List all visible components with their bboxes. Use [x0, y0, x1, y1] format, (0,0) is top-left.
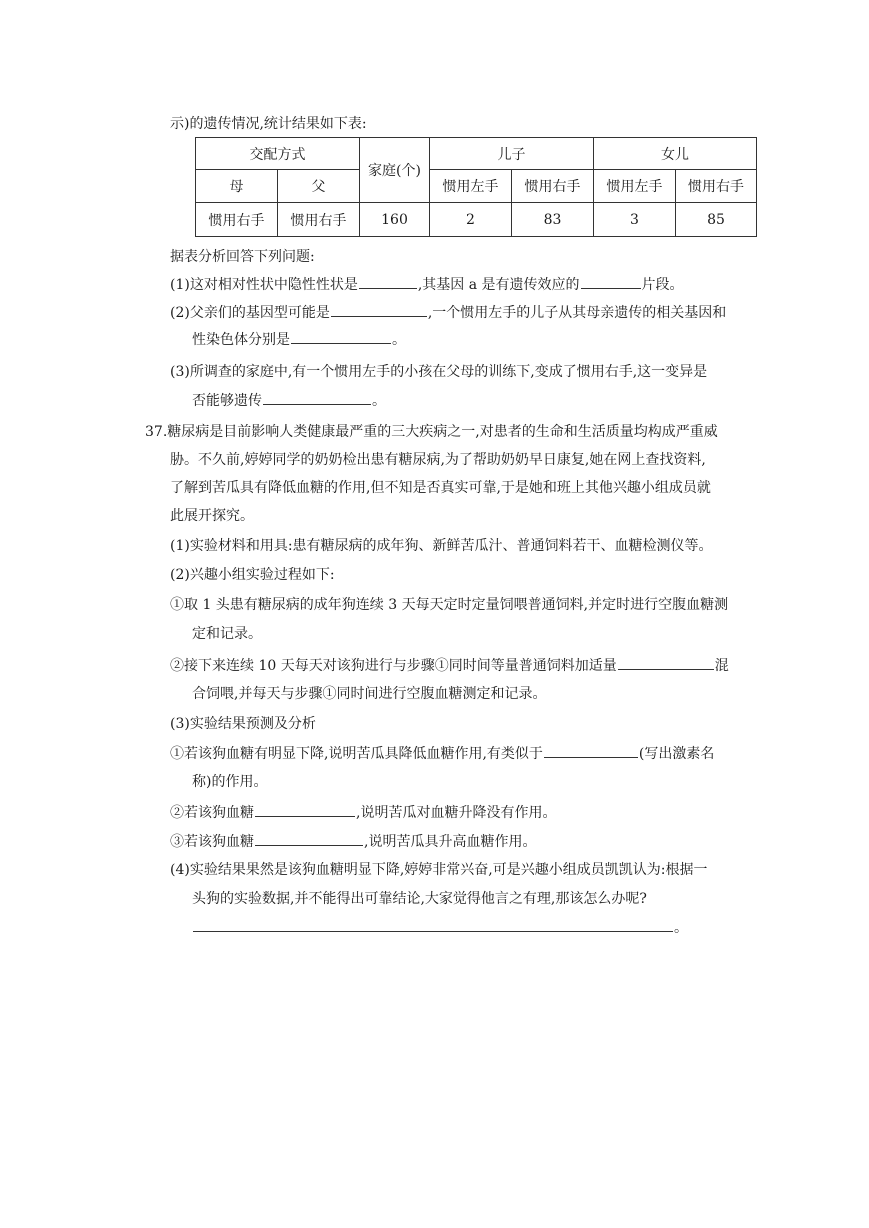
q37-step2-1: ①取 1 头患有糖尿病的成年狗连续 3 天每天定时定量饲喂普通饲料,并定时进行空腹血糖测 — [170, 597, 729, 613]
q37-step4: (4)实验结果果然是该狗血糖明显下降,婷婷非常兴奋,可是兴趣小组成员凯凯认为:根据一 — [170, 862, 708, 878]
answer-blank[interactable] — [581, 274, 641, 289]
q37-step2-1-cont: 定和记录。 — [192, 626, 262, 642]
q37-step3-2: ②若该狗血糖 ,说明苦瓜对血糖升降没有作用。 — [170, 802, 556, 823]
header-daughter-left: 惯用左手 — [594, 170, 676, 203]
header-father: 父 — [278, 170, 360, 203]
cell-son-right: 83 — [512, 203, 594, 237]
answer-blank[interactable] — [618, 655, 714, 670]
q37-step2: (2)兴趣小组实验过程如下: — [170, 567, 335, 583]
q37-step3-3: ③若该狗血糖 ,说明苦瓜具升高血糖作用。 — [170, 831, 536, 852]
cell-son-left: 2 — [430, 203, 512, 237]
q37-line2: 胁。不久前,婷婷同学的奶奶检出患有糖尿病,为了帮助奶奶早日康复,她在网上查找资料, — [170, 452, 706, 468]
answer-blank[interactable] — [359, 274, 417, 289]
answer-blank[interactable] — [544, 743, 638, 758]
q37-step3-1-cont: 称)的作用。 — [192, 774, 268, 790]
q36-part2: (2)父亲们的基因型可能是 ,一个惯用左手的儿子从其母亲遗传的相关基因和 — [170, 302, 726, 323]
cell-father: 惯用右手 — [278, 203, 360, 237]
header-mating: 交配方式 — [196, 138, 360, 170]
header-son-left: 惯用左手 — [430, 170, 512, 203]
header-mother: 母 — [196, 170, 278, 203]
header-families: 家庭(个) — [360, 138, 430, 203]
q37-step3: (3)实验结果预测及分析 — [170, 716, 316, 732]
answer-blank[interactable] — [291, 329, 391, 344]
answer-blank[interactable] — [331, 302, 427, 317]
q36-part3: (3)所调查的家庭中,有一个惯用左手的小孩在父母的训练下,变成了惯用右手,这一变异是 — [170, 364, 708, 380]
intro-line: 示)的遗传情况,统计结果如下表: — [170, 116, 367, 132]
q37-step2-2-cont: 合饲喂,并每天与步骤①同时间进行空腹血糖测定和记录。 — [192, 686, 547, 702]
cell-daughter-right: 85 — [676, 203, 757, 237]
q36-part2-cont: 性染色体分别是 。 — [192, 329, 406, 350]
q36-part1: (1)这对相对性状中隐性性状是 ,其基因 a 是有遗传效应的 片段。 — [170, 274, 684, 295]
answer-blank[interactable] — [193, 917, 673, 932]
q37-step4-answer-line: 。 — [192, 917, 688, 938]
answer-blank[interactable] — [263, 390, 371, 405]
q37-line1: 37.糖尿病是目前影响人类健康最严重的三大疾病之一,对患者的生命和生活质量均构成严重威 — [145, 424, 718, 440]
q37-step1: (1)实验材料和用具:患有糖尿病的成年狗、新鲜苦瓜汁、普通饲料若干、血糖检测仪等。 — [170, 538, 713, 554]
cell-daughter-left: 3 — [594, 203, 676, 237]
header-daughter: 女儿 — [594, 138, 757, 170]
q37-line3: 了解到苦瓜具有降低血糖的作用,但不知是否真实可靠,于是她和班上其他兴趣小组成员就 — [170, 480, 711, 496]
q37-line4: 此展开探究。 — [170, 508, 254, 524]
q37-step3-1: ①若该狗血糖有明显下降,说明苦瓜具降低血糖作用,有类似于 (写出激素名 — [170, 743, 714, 764]
cell-mother: 惯用右手 — [196, 203, 278, 237]
answer-blank[interactable] — [255, 802, 355, 817]
cell-families: 160 — [360, 203, 430, 237]
q36-part3-cont: 否能够遗传 。 — [192, 390, 386, 411]
header-son-right: 惯用右手 — [512, 170, 594, 203]
answer-blank[interactable] — [255, 831, 363, 846]
header-daughter-right: 惯用右手 — [676, 170, 757, 203]
inheritance-table — [195, 137, 757, 237]
q37-step2-2: ②接下来连续 10 天每天对该狗进行与步骤①同时间等量普通饲料加适量 混 — [170, 655, 729, 676]
header-son: 儿子 — [430, 138, 594, 170]
q37-step4-cont: 头狗的实验数据,并不能得出可靠结论,大家觉得他言之有理,那该怎么办呢? — [192, 891, 647, 907]
q36-lead: 据表分析回答下列问题: — [170, 249, 315, 265]
